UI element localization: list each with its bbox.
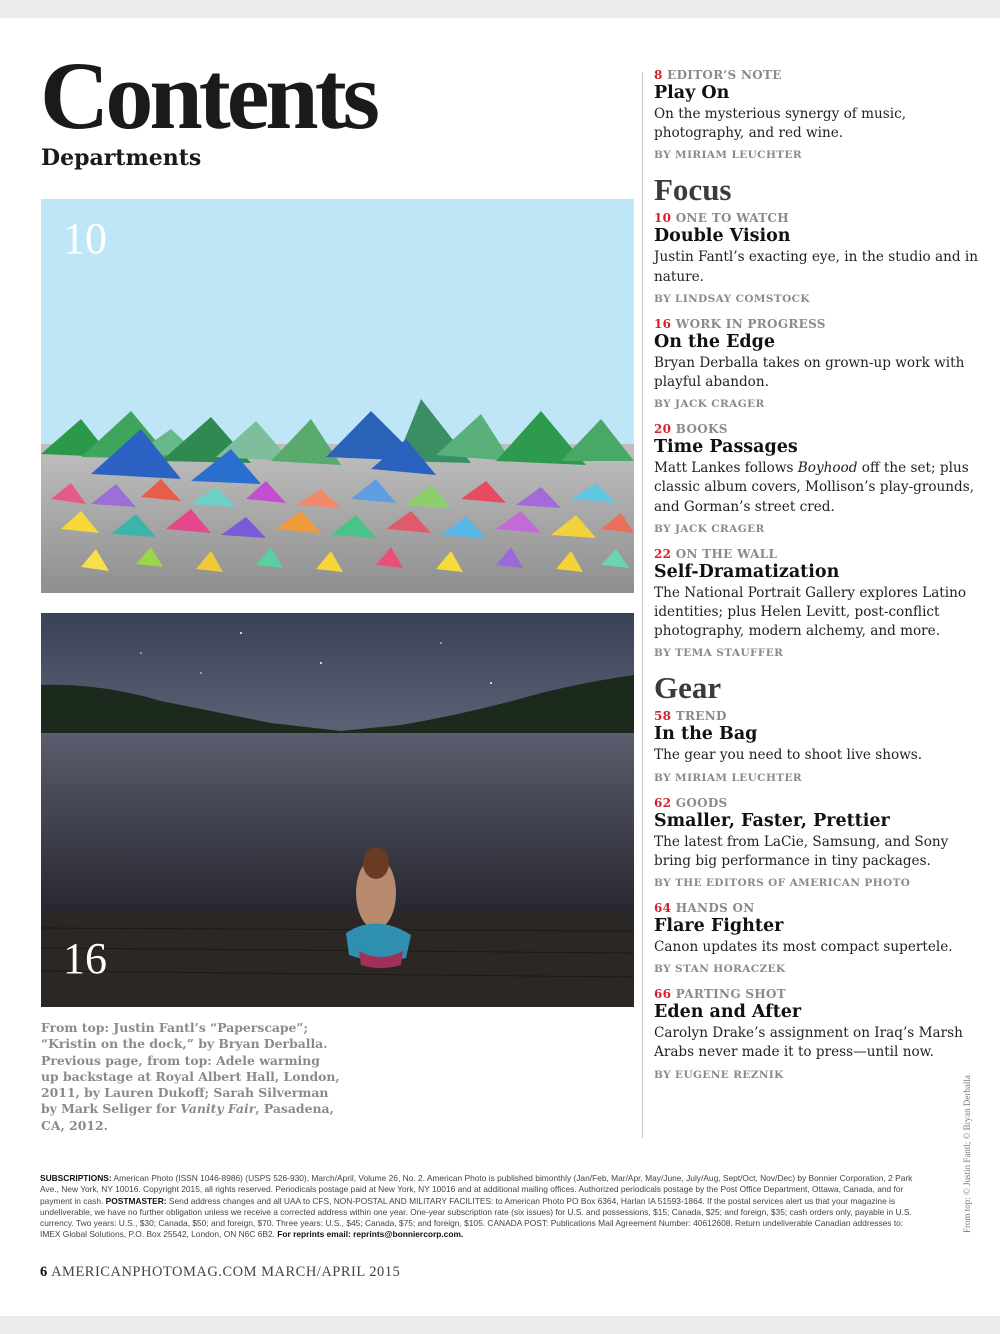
page-title: Contents (40, 42, 377, 149)
subscription-fine-print: SUBSCRIPTIONS: American Photo (ISSN 1046-8986) (USPS 526-930), March/April, Volume 26, No. 2. American Photo is published bimonthly (Jan/Feb, Mar/Apr, May/June, July/Aug, Sept/Oct, Nov/Dec) by Bonnier Corporation, 2 Park Ave., New York, NY 10016. Copyright 2015, all rights reserved. Periodicals postage paid at New York, NY 10016 and at additional mailing offices. Authorized periodicals postage by the Post Office Department, Ottawa, Canada, and for payment in cash. POSTMASTER: Send address changes and all UAA to CFS, NON-POSTAL AND MILITARY FACILITES: to American Photo PO Box 6364, Harlan IA 51593-1864. If the postal services alert us that your magazine is undeliverable, we have no further obligation unless we receive a corrected address within one year. One-year subscription rate (six issues) for U.S. and possessions, $15; Canada, $25; and foreign, $35; cash orders only, payable in U.S. currency. Two years: U.S., $30; Canada, $50; and foreign, $70. Three years: U.S., $45; Canada, $75; and foreign, $105. CANADA POST: Publications Mail Agreement Number: 40612608. Return undeliverable Canadian addresses to: IMEX Global Solutions, P.O. Box 25542, London, ON N6C 6B2. For reprints email: reprints@bonniercorp.com. (40, 1173, 913, 1240)
entry-page-number: 66 (654, 987, 672, 1002)
entry-byline: BY LINDSAY COMSTOCK (654, 292, 810, 305)
toc-entry-editors-note[interactable] (654, 68, 984, 161)
entry-byline: BY TEMA STAUFFER (654, 647, 784, 660)
entry-page-number: 62 (654, 795, 672, 810)
entry-title: Self-Dramatization (654, 561, 840, 582)
photo-credit: From top: © Justin Fantl; © Bryan Derballa (962, 1075, 972, 1233)
entry-kicker: GOODS (675, 795, 728, 810)
entry-kicker: ONE TO WATCH (675, 211, 789, 226)
entry-byline: BY STAN HORACZEK (654, 963, 786, 976)
entry-description: The latest from LaCie, Samsung, and Sony bring big performance in tiny packages. (654, 833, 949, 869)
entry-kicker: BOOKS (675, 422, 728, 437)
entry-page-number: 20 (654, 422, 672, 437)
entry-title: Flare Fighter (654, 916, 784, 937)
page-subtitle: Departments (41, 145, 202, 171)
section-heading-gear: Gear (654, 670, 722, 706)
entry-byline: BY EUGENE REZNIK (654, 1068, 784, 1081)
entry-description: The gear you need to shoot live shows. (654, 747, 923, 764)
entry-title: Play On (654, 83, 730, 103)
entry-byline: BY THE EDITORS OF AMERICAN PHOTO (654, 877, 911, 890)
image-page-label: 16 (63, 934, 107, 983)
toc-entry[interactable] (654, 796, 984, 889)
entry-page-number: 58 (654, 709, 672, 724)
entry-kicker: TREND (675, 709, 727, 724)
image-page-label: 10 (63, 214, 107, 263)
photo-caption: From top: Justin Fantl’s “Paperscape”; “Kristin on the dock,” by Bryan Derballa. Previous page, from top: Adele warming up backstage at Royal Albert Hall, London, 2011, by Lauren Dukoff; Sarah Silverman by Mark Seliger for Vanity Fair, Pasadena, CA, 2012. (41, 1020, 340, 1133)
entry-description: Canon updates its most compact supertele. (654, 939, 953, 956)
toc-entry[interactable] (654, 901, 984, 975)
entry-description: On the mysterious synergy of music, photography, and red wine. (654, 106, 907, 142)
entry-title: Eden and After (654, 1002, 802, 1023)
page-footer (40, 1264, 400, 1281)
column-divider (642, 72, 643, 1138)
entry-kicker: EDITOR’S NOTE (667, 68, 782, 82)
entry-description: Carolyn Drake’s assignment on Iraq’s Marsh Arabs never made it to press—until now. (654, 1025, 963, 1061)
entry-page-number: 16 (654, 316, 672, 331)
table-of-contents (654, 68, 984, 1093)
entry-title: In the Bag (654, 724, 758, 745)
entry-kicker: WORK IN PROGRESS (675, 316, 826, 331)
entry-description: Matt Lankes follows Boyhood off the set; plus classic album covers, Mollison’s play-grounds, and Gorman’s street cred. (654, 460, 975, 515)
entry-description: The National Portrait Gallery explores Latino identities; plus Helen Levitt, post-conflict photography, modern alchemy, and more. (654, 584, 967, 640)
entry-kicker: HANDS ON (675, 901, 755, 916)
entry-title: Smaller, Faster, Prettier (654, 810, 890, 831)
entry-byline: BY JACK CRAGER (654, 522, 765, 535)
entry-kicker: ON THE WALL (675, 546, 778, 561)
footer-site[interactable]: AMERICANPHOTOMAG.COM (51, 1264, 257, 1280)
entry-title: Double Vision (654, 226, 791, 247)
entry-title: Time Passages (654, 437, 798, 458)
entry-title: On the Edge (654, 331, 776, 352)
entry-page-number: 8 (654, 68, 663, 82)
photo-kristin-on-dock (41, 613, 634, 1007)
entry-page-number: 22 (654, 546, 672, 561)
page-number: 6 (40, 1264, 48, 1280)
entry-byline: BY JACK CRAGER (654, 398, 765, 411)
photo-paperscape (41, 199, 634, 593)
magazine-page (0, 18, 1000, 1316)
entry-byline: BY MIRIAM LEUCHTER (654, 771, 803, 784)
entry-page-number: 10 (654, 211, 672, 226)
entry-description: Bryan Derballa takes on grown-up work with playful abandon. (654, 354, 965, 391)
toc-entry[interactable] (654, 422, 984, 535)
footer-issue: MARCH/APRIL 2015 (261, 1264, 401, 1280)
entry-page-number: 64 (654, 901, 672, 916)
section-heading-focus: Focus (654, 172, 732, 208)
entry-byline: BY MIRIAM LEUCHTER (654, 149, 803, 162)
entry-description: Justin Fantl’s exacting eye, in the studio and in nature. (654, 249, 979, 285)
toc-entry[interactable] (654, 709, 984, 783)
toc-entry[interactable] (654, 547, 984, 660)
toc-entry[interactable] (654, 987, 984, 1080)
entry-kicker: PARTING SHOT (675, 987, 786, 1002)
toc-entry[interactable] (654, 317, 984, 410)
toc-entry[interactable] (654, 211, 984, 304)
